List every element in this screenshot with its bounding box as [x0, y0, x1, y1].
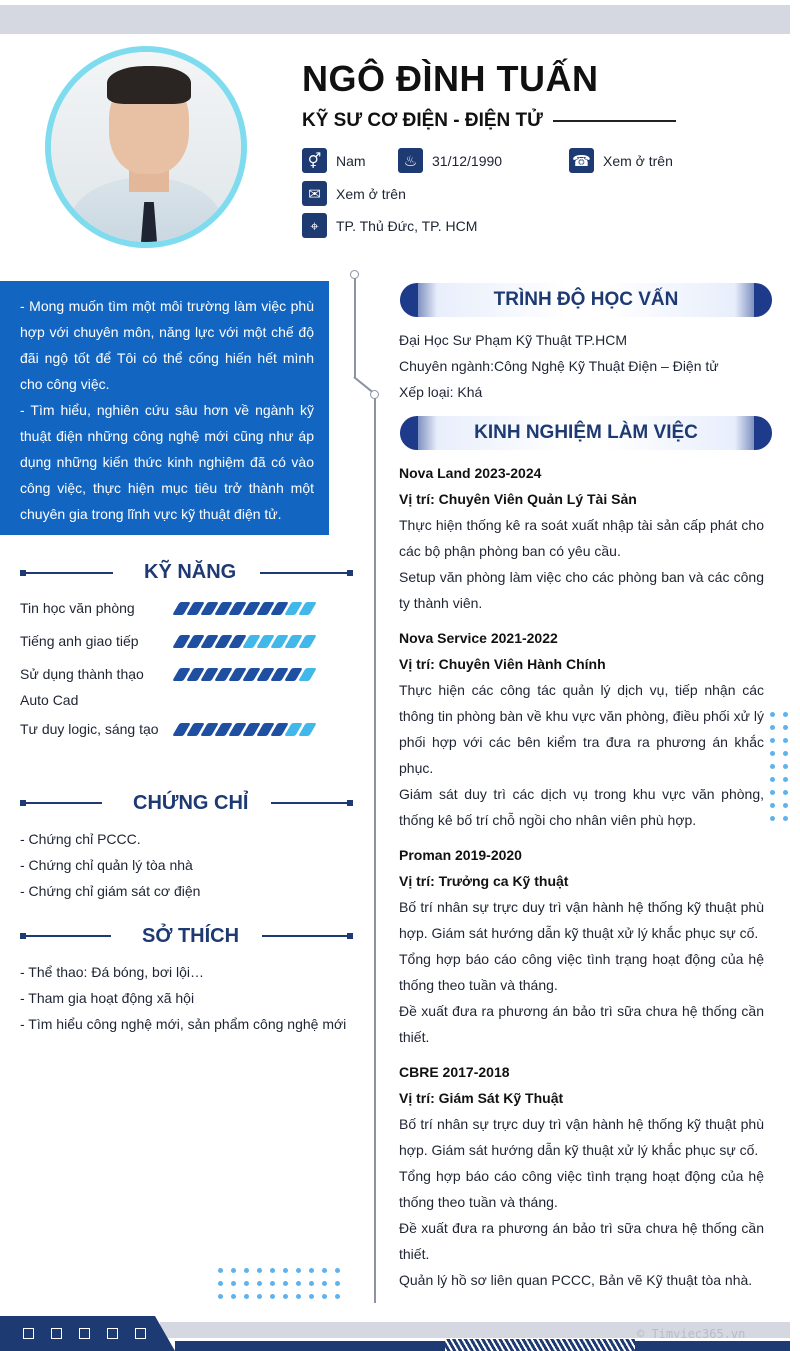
birthday-value: 31/12/1990 — [432, 152, 503, 169]
timeline-line — [374, 395, 376, 1303]
list-item: - Tham gia hoạt động xã hội — [20, 990, 195, 1006]
list-item: - Chứng chỉ quản lý tòa nhà — [20, 857, 193, 873]
job-duty: Thực hiện thống kê ra soát xuất nhập tài sản cấp phát cho các bộ phận phòng ban có yêu cầu. — [399, 517, 764, 559]
birthday-info — [398, 148, 502, 173]
section-divider — [20, 572, 113, 574]
education-banner — [400, 283, 772, 317]
section-marker — [347, 800, 353, 806]
job-title: KỸ SƯ CƠ ĐIỆN - ĐIỆN TỬ — [302, 110, 543, 131]
skill-bar — [176, 723, 313, 736]
dot — [783, 712, 788, 717]
top-band — [0, 5, 790, 34]
job-position: Vị trí: Giám Sát Kỹ Thuật — [399, 1090, 564, 1106]
section-divider — [20, 802, 102, 804]
candidate-name: NGÔ ĐÌNH TUẤN — [302, 58, 599, 99]
education-details — [399, 327, 719, 405]
job-entry — [399, 460, 764, 616]
career-objective — [0, 281, 329, 535]
mail-icon: ✉ — [302, 181, 327, 206]
objective-paragraph: - Mong muốn tìm một môi trường làm việc phù hợp với chuyên môn, năng lực với một chế độ đãi ngộ tốt để Tôi có thể cống hiến hết mình cho công việc. — [20, 298, 314, 392]
education-rank: Xếp loại: Khá — [399, 384, 483, 400]
dot — [218, 1294, 223, 1299]
dot — [231, 1281, 236, 1286]
phone-value: Xem ở trên — [603, 152, 673, 169]
square-icon — [79, 1328, 90, 1339]
job-duty: Bố trí nhân sự trực duy trì vận hành hệ thống kỹ thuật phù hợp. Giám sát hướng dẫn kỹ thuật xử lý khắc phục sự cố. — [399, 1116, 764, 1158]
hobbies-title: SỞ THÍCH — [142, 925, 240, 947]
skills-title: KỸ NĂNG — [144, 561, 237, 583]
section-marker — [347, 570, 353, 576]
gender-value: Nam — [336, 152, 366, 169]
section-divider — [262, 935, 353, 937]
dot — [770, 712, 775, 717]
gender-info — [302, 148, 366, 173]
education-school: Đại Học Sư Phạm Kỹ Thuật TP.HCM — [399, 332, 628, 348]
dot — [783, 764, 788, 769]
timeline-dot — [350, 270, 359, 279]
footer-hatch — [445, 1339, 635, 1351]
education-title: TRÌNH ĐỘ HỌC VẤN — [493, 289, 679, 310]
dot — [335, 1294, 340, 1299]
location-pin-icon: ⌖ — [302, 213, 327, 238]
dot — [770, 764, 775, 769]
job-duty: Giám sát duy trì các dịch vụ trong khu vực văn phòng, thống kê bố trí chỗ ngồi cho nhân viên phù hợp. — [399, 786, 764, 828]
dot — [244, 1268, 249, 1273]
experience-list — [399, 460, 764, 1302]
dot — [770, 777, 775, 782]
dot — [231, 1268, 236, 1273]
list-item: - Thể thao: Đá bóng, bơi lội… — [20, 964, 205, 980]
hobbies-list — [20, 959, 346, 1037]
dot — [231, 1294, 236, 1299]
dot — [783, 738, 788, 743]
dot — [283, 1294, 288, 1299]
dot — [783, 777, 788, 782]
dot — [309, 1294, 314, 1299]
dot — [218, 1268, 223, 1273]
dot — [296, 1294, 301, 1299]
dot — [257, 1294, 262, 1299]
experience-banner — [400, 416, 772, 450]
phone-info — [569, 148, 673, 173]
objective-paragraph: - Tìm hiểu, nghiên cứu sâu hơn về ngành kỹ thuật điện những công nghệ mới cũng như áp dụng những kiến thức kinh nghiệm đã có vào công việc, thực hiện mục tiêu trở thành một chuyên gia trong lĩnh vực kỹ thuật điện tử. — [20, 402, 314, 522]
job-entry — [399, 625, 764, 833]
skill-bar — [176, 635, 313, 648]
profile-photo — [51, 52, 241, 242]
dot — [783, 803, 788, 808]
job-company: CBRE 2017-2018 — [399, 1064, 510, 1080]
dot — [283, 1268, 288, 1273]
section-divider — [271, 802, 353, 804]
dot — [218, 1281, 223, 1286]
dot — [770, 738, 775, 743]
certificates-title: CHỨNG CHỈ — [133, 792, 249, 814]
job-duty: Đề xuất đưa ra phương án bảo trì sữa chưa hệ thống cần thiết. — [399, 1003, 764, 1045]
job-position: Vị trí: Chuyên Viên Quản Lý Tài Sản — [399, 491, 637, 507]
dot — [270, 1268, 275, 1273]
job-entry — [399, 842, 764, 1050]
square-icon — [23, 1328, 34, 1339]
dot — [322, 1268, 327, 1273]
dot — [283, 1281, 288, 1286]
square-icon — [135, 1328, 146, 1339]
job-duty: Thực hiện các công tác quản lý dịch vụ, tiếp nhận các thông tin phòng bàn về khu vực văn phòng, điều phối xử lý phối hợp với các bên kiểm tra đưa ra phương án khắc phục. — [399, 682, 764, 776]
dot — [244, 1281, 249, 1286]
email-info — [302, 181, 406, 206]
section-marker — [347, 933, 353, 939]
skill-bar — [176, 668, 313, 681]
job-duty: Quản lý hồ sơ liên quan PCCC, Bản vẽ Kỹ thuật tòa nhà. — [399, 1272, 753, 1288]
skill-label: Tin học văn phòng — [20, 600, 135, 616]
experience-title: KINH NGHIỆM LÀM VIỆC — [474, 422, 698, 443]
avatar — [45, 46, 247, 248]
address-value: TP. Thủ Đức, TP. HCM — [336, 217, 478, 234]
dot — [270, 1294, 275, 1299]
job-company: Nova Land 2023-2024 — [399, 465, 542, 481]
gender-icon: ⚥ — [302, 148, 327, 173]
dot — [322, 1294, 327, 1299]
dot — [270, 1281, 275, 1286]
job-entry — [399, 1059, 764, 1293]
skill-label: Tiếng anh giao tiếp — [20, 633, 139, 649]
job-position: Vị trí: Chuyên Viên Hành Chính — [399, 656, 606, 672]
skill-bar — [176, 602, 313, 615]
education-major: Chuyên ngành:Công Nghệ Kỹ Thuật Điện – Điện tử — [399, 358, 719, 374]
dot — [770, 751, 775, 756]
dot — [783, 725, 788, 730]
section-divider — [20, 935, 111, 937]
dot — [244, 1294, 249, 1299]
dot — [296, 1268, 301, 1273]
dot — [335, 1281, 340, 1286]
dot — [296, 1281, 301, 1286]
watermark: © Timviec365.vn — [637, 1327, 746, 1341]
address-info — [302, 213, 477, 238]
square-icon — [51, 1328, 62, 1339]
dot — [257, 1281, 262, 1286]
dot-pattern — [218, 1268, 340, 1299]
job-duty: Bố trí nhân sự trực duy trì vận hành hệ thống kỹ thuật phù hợp. Giám sát hướng dẫn kỹ thuật xử lý khắc phục sự cố. — [399, 899, 764, 941]
skill-label: Sử dụng thành thạo Auto Cad — [20, 666, 144, 708]
dot — [770, 790, 775, 795]
dot — [770, 803, 775, 808]
dot — [770, 725, 775, 730]
job-company: Nova Service 2021-2022 — [399, 630, 558, 646]
list-item: - Chứng chỉ PCCC. — [20, 831, 141, 847]
email-value: Xem ở trên — [336, 185, 406, 202]
timeline-dot — [370, 390, 379, 399]
dot — [783, 790, 788, 795]
dot — [335, 1268, 340, 1273]
dot — [309, 1268, 314, 1273]
dot — [309, 1281, 314, 1286]
job-duty: Đề xuất đưa ra phương án bảo trì sữa chưa hệ thống cần thiết. — [399, 1220, 764, 1262]
phone-icon: ☎ — [569, 148, 594, 173]
timeline-line — [354, 277, 356, 377]
dot-pattern — [770, 712, 788, 821]
cake-icon: ♨ — [398, 148, 423, 173]
square-icon — [107, 1328, 118, 1339]
dot — [770, 816, 775, 821]
dot — [257, 1268, 262, 1273]
job-duty: Tổng hợp báo cáo công việc tình trạng hoạt động của hệ thống theo tuần và tháng. — [399, 1168, 764, 1210]
job-position: Vị trí: Trưởng ca Kỹ thuật — [399, 873, 569, 889]
job-company: Proman 2019-2020 — [399, 847, 522, 863]
list-item: - Tìm hiểu công nghệ mới, sản phẩm công nghệ mới — [20, 1016, 347, 1032]
job-duty: Setup văn phòng làm việc cho các phòng ban và các công ty thành viên. — [399, 569, 764, 611]
dot — [322, 1281, 327, 1286]
dot — [783, 816, 788, 821]
list-item: - Chứng chỉ giám sát cơ điện — [20, 883, 201, 899]
certificates-list — [20, 826, 200, 904]
section-divider — [260, 572, 353, 574]
dot — [783, 751, 788, 756]
title-underline — [553, 120, 676, 122]
job-duty: Tổng hợp báo cáo công việc tình trạng hoạt động của hệ thống theo tuần và tháng. — [399, 951, 764, 993]
skill-label: Tư duy logic, sáng tạo — [20, 721, 159, 737]
